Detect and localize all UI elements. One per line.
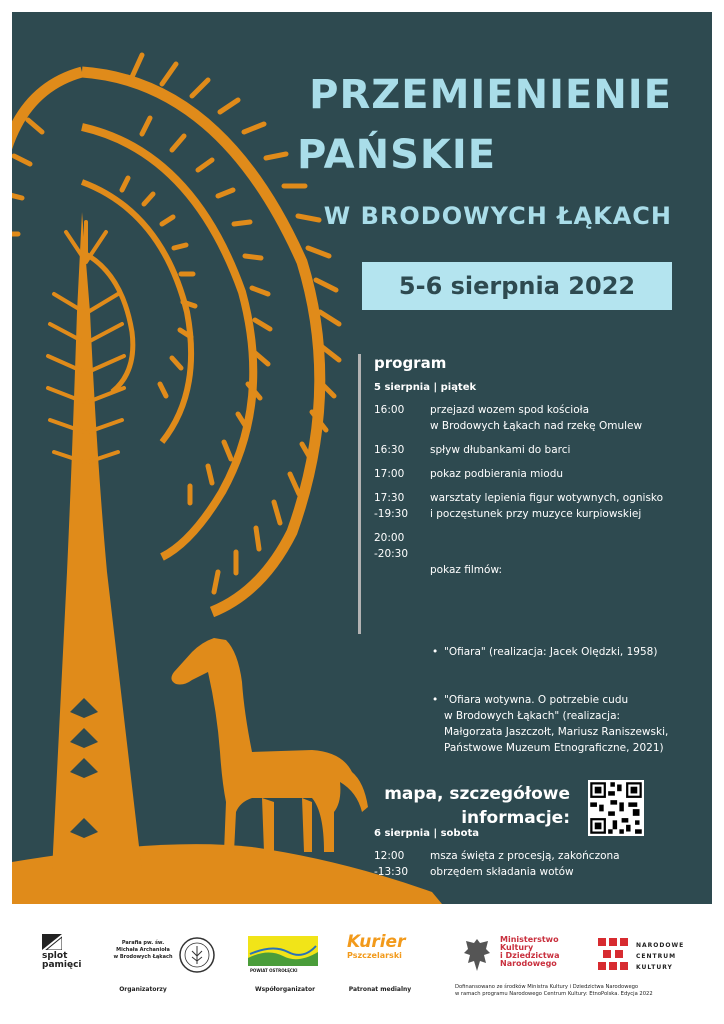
program-time: 16:30: [374, 444, 405, 456]
program-desc: msza święta z procesją, zakończona obrzędem składania wotów: [430, 850, 620, 878]
program-desc-films: [430, 530, 698, 820]
day-1-label: 5 sierpnia | piątek: [374, 382, 477, 393]
splot-pamieci-logo-icon: [42, 934, 62, 950]
polish-eagle-emblem-icon: [462, 937, 492, 973]
map-info-text: [384, 782, 570, 830]
films-list: [430, 612, 698, 788]
patronat-caption: Patronat medialny: [348, 986, 412, 993]
program-row: [374, 848, 698, 880]
splot-label-2: pamięci: [42, 960, 82, 970]
program-time: 12:00 -13:30: [374, 850, 409, 878]
footer-logos: [0, 904, 724, 1024]
map-line-1: mapa, szczegółowe: [384, 784, 570, 804]
poster: [12, 12, 712, 904]
wspolorganizator-caption: Współorganizator: [254, 986, 316, 993]
parafia-label: Parafia pw. św. Michała Archanioła w Brodowych Łąkach: [113, 940, 173, 960]
title-line-3: W BRODOWYCH ŁĄKACH: [323, 202, 672, 230]
film-item: • "Ofiara wotywna. O potrzebie cudu w Brodowych Łąkach" (realizacja: Małgorzata Jaszczołt, Mariusz Raniszewski, Państwowe Muzeum Etnograficzne, 2021): [430, 692, 698, 756]
program-desc: pokaz podbierania miodu: [430, 468, 564, 480]
dofinansowano-note: Dofinansowano ze środków Ministra Kultury i Dziedzictwa Narodowego w ramach programu Narodowego Centrum Kultury: EtnoPolska. Edycja 2022: [455, 984, 653, 997]
powiat-label: POWIAT OSTROŁĘCKI: [250, 968, 298, 973]
program-heading: program: [374, 354, 447, 372]
qr-code-icon[interactable]: [588, 780, 644, 836]
program-time: 16:00: [374, 404, 405, 416]
program-row: [374, 530, 698, 820]
title-line-2: PAŃSKIE: [297, 132, 497, 178]
program-row: [374, 442, 698, 458]
program-row: [374, 490, 698, 522]
program-desc: przejazd wozem spod kościoła w Brodowych Łąkach nad rzekę Omulew: [430, 404, 643, 432]
program-time: 17:30 -19:30: [374, 492, 409, 520]
parish-seal-icon: [178, 936, 216, 974]
program-time: 17:00: [374, 468, 405, 480]
splot-label-1: splot: [42, 951, 68, 961]
kurier-logo-2: Pszczelarski: [347, 951, 402, 960]
nck-logo-icon: [598, 938, 628, 970]
program-time: 20:00 -20:30: [374, 532, 409, 560]
kurier-logo-1: Kurier: [347, 932, 406, 952]
films-label: pokaz filmów:: [430, 564, 503, 576]
program-row: [374, 402, 698, 434]
powiat-ostrolecki-logo-icon: [248, 936, 318, 966]
organizatorzy-caption: Organizatorzy: [119, 986, 167, 993]
ministerstwo-label: Ministerstwo Kultury i Dziedzictwa Narodowego: [500, 935, 560, 968]
program-row: [374, 466, 698, 482]
event-date: 5-6 sierpnia 2022: [362, 262, 672, 310]
film-item: • "Ofiara" (realizacja: Jacek Olędzki, 1958): [430, 644, 698, 660]
nck-label: NARODOWE CENTRUM KULTURY: [636, 942, 685, 971]
day-2-label: 6 sierpnia | sobota: [374, 828, 479, 839]
map-line-2: informacje:: [461, 808, 570, 828]
title-line-1: PRZEMIENIENIE: [309, 72, 672, 118]
program-desc: warsztaty lepienia figur wotywnych, ognisko i poczęstunek przy muzyce kurpiowskiej: [430, 492, 664, 520]
program-desc: spływ dłubankami do barci: [430, 444, 571, 456]
